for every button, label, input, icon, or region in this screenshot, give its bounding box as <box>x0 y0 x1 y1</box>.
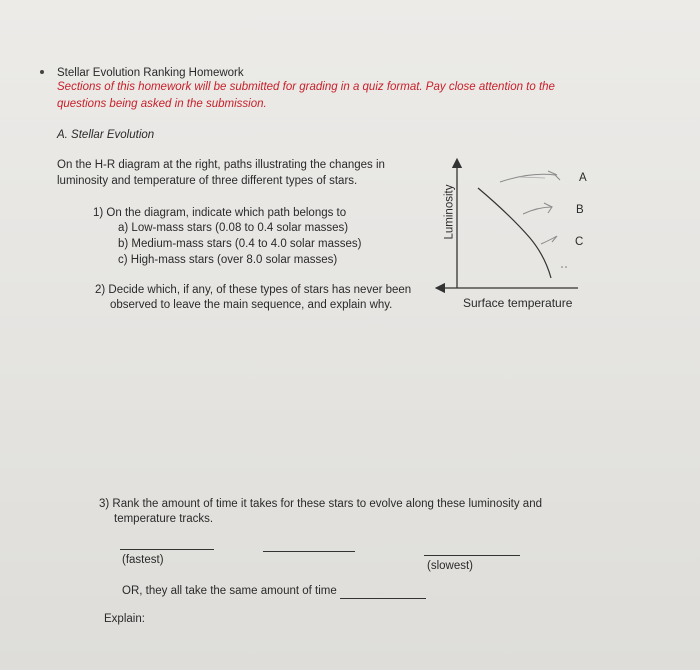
same-time-blank[interactable] <box>340 598 426 599</box>
evolution-path-b <box>523 203 552 214</box>
speck-mark <box>561 266 563 268</box>
path-label-c: C <box>575 236 584 248</box>
section-a-heading: A. Stellar Evolution <box>57 129 155 141</box>
evolution-path-a <box>500 171 560 182</box>
luminosity-axis-label: Luminosity <box>443 184 456 240</box>
question-1-option-a: a) Low-mass stars (0.08 to 0.4 solar masses) <box>118 222 349 234</box>
rank-blank-3[interactable] <box>424 555 520 556</box>
question-1-option-c: c) High-mass stars (over 8.0 solar masses) <box>118 254 338 266</box>
temperature-axis-label: Surface temperature <box>463 296 573 310</box>
question-3-line1: 3) Rank the amount of time it takes for these stars to evolve along these luminosity and <box>99 498 542 510</box>
speck-mark <box>565 266 567 268</box>
page-title: Stellar Evolution Ranking Homework <box>57 67 244 79</box>
main-sequence-curve <box>478 188 551 278</box>
question-1-prompt: 1) On the diagram, indicate which path belongs to <box>93 207 347 219</box>
explain-label: Explain: <box>104 613 145 625</box>
rank-blank-1[interactable] <box>120 549 214 550</box>
fastest-label: (fastest) <box>122 554 164 566</box>
question-3-line2: temperature tracks. <box>114 513 214 525</box>
path-label-b: B <box>576 204 584 216</box>
evolution-path-a-detail <box>520 177 545 178</box>
path-label-a: A <box>579 172 587 184</box>
section-a-intro-line1: On the H-R diagram at the right, paths illustrating the changes in <box>57 159 385 171</box>
same-time-option: OR, they all take the same amount of time <box>122 585 337 597</box>
instruction-note-line1: Sections of this homework will be submitted for grading in a quiz format. Pay close attention to the <box>57 81 555 93</box>
evolution-path-c <box>541 236 557 244</box>
question-2-line1: 2) Decide which, if any, of these types of stars has never been <box>95 284 412 296</box>
section-a-intro-line2: luminosity and temperature of three different types of stars. <box>57 175 358 187</box>
instruction-note-line2: questions being asked in the submission. <box>57 98 267 110</box>
slowest-label: (slowest) <box>427 560 474 572</box>
question-1-option-b: b) Medium-mass stars (0.4 to 4.0 solar masses) <box>118 238 362 250</box>
rank-blank-2[interactable] <box>263 551 355 552</box>
question-2-line2: observed to leave the main sequence, and explain why. <box>110 299 393 311</box>
